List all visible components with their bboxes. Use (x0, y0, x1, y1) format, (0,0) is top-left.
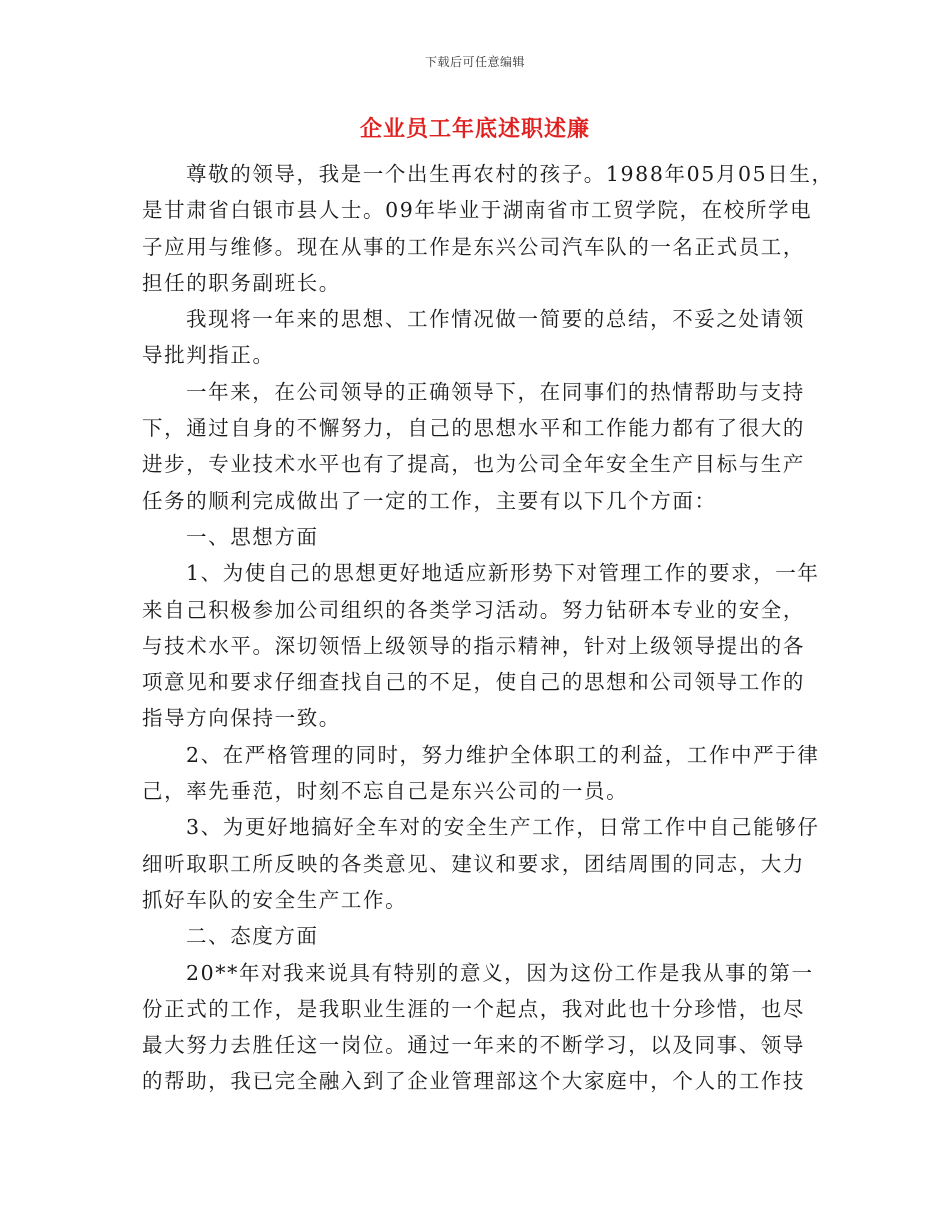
paragraph (142, 374, 808, 519)
paragraph-line: 下，通过自身的不懈努力，自己的思想水平和工作能力都有了很大的 (142, 416, 805, 441)
paragraph-line: 份正式的工作，是我职业生涯的一个起点，我对此也十分珍惜，也尽 (142, 996, 805, 1021)
paragraph (142, 737, 820, 810)
paragraph-line: 指导方向保持一致。 (142, 706, 341, 731)
paragraph-line: 来自己积极参加公司组织的各类学习活动。努力钻研本专业的安全， (142, 597, 805, 622)
header-note: 下载后可任意编辑 (424, 55, 525, 69)
paragraph-line: 与技术水平。深切领悟上级领导的指示精神，针对上级领导提出的各 (142, 633, 805, 658)
paragraph-line: 最大努力去胜任这一岗位。通过一年来的不断学习，以及同事、领导 (142, 1033, 805, 1058)
paragraph (142, 809, 820, 918)
paragraph-line: 子应用与维修。现在从事的工作是东兴公司汽车队的一名正式员工， (142, 234, 805, 259)
paragraph-line: 一、思想方面 (186, 524, 319, 549)
paragraph-line: 2、在严格管理的同时，努力维护全体职工的利益，工作中严于律 (186, 742, 820, 767)
paragraph-line: 抓好车队的安全生产工作。 (142, 887, 408, 912)
paragraph-line: 进步，专业技术水平也有了提高，也为公司全年安全生产目标与生产 (142, 452, 805, 477)
paragraph-line: 己，率先垂范，时刻不忘自己是东兴公司的一员。 (142, 779, 629, 804)
paragraph-line: 担任的职务副班长。 (142, 270, 341, 295)
paragraph-line: 3、为更好地搞好全车对的安全生产工作，日常工作中自己能够仔 (186, 815, 820, 840)
paragraph-line: 的帮助，我已完全融入到了企业管理部这个大家庭中，个人的工作技 (142, 1069, 805, 1094)
paragraph-line: 尊敬的领导，我是一个出生再农村的孩子。1988年05月05日生， (186, 162, 834, 186)
paragraph (142, 301, 808, 374)
paragraph-line: 是甘肃省白银市县人士。09年毕业于湖南省市工贸学院，在校所学电 (142, 198, 813, 223)
paragraph-line: 项意见和要求仔细查找自己的不足，使自己的思想和公司领导工作的 (142, 670, 805, 695)
paragraph (142, 519, 808, 555)
paragraph-line: 1、为使自己的思想更好地适应新形势下对管理工作的要求，一年 (186, 561, 820, 586)
paragraph-line: 任务的顺利完成做出了一定的工作，主要有以下几个方面： (142, 488, 717, 513)
paragraph (142, 918, 808, 954)
paragraph-line: 我现将一年来的思想、工作情况做一简要的总结，不妥之处请领 (186, 307, 805, 332)
paragraph-line: 20**年对我来说具有特别的意义，因为这份工作是我从事的第一 (186, 960, 814, 985)
paragraph-line: 导批判指正。 (142, 343, 275, 368)
document-title: 企业员工年底述职述廉 (359, 116, 590, 142)
paragraph-line: 细听取职工所反映的各类意见、建议和要求，团结周围的同志，大力 (142, 851, 805, 876)
paragraph-line: 二、态度方面 (186, 924, 319, 949)
document-body (142, 156, 834, 1100)
paragraph (142, 555, 820, 736)
paragraph (142, 156, 834, 301)
paragraph (142, 955, 814, 1100)
paragraph-line: 一年来，在公司领导的正确领导下，在同事们的热情帮助与支持 (186, 379, 805, 404)
